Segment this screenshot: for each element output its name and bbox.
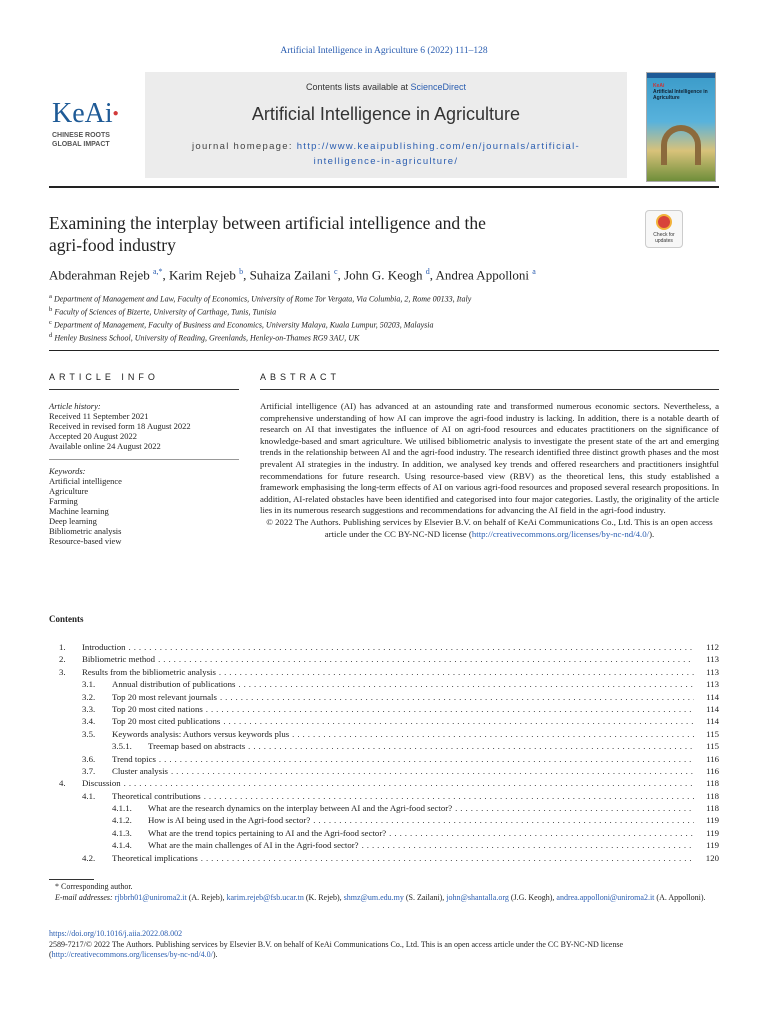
- toc-label[interactable]: What are the research dynamics on the interplay between AI and the Agri-food sector?: [148, 803, 453, 814]
- author-name[interactable]: Abderahman Rejeb: [49, 267, 150, 283]
- toc-number: 3.5.1.: [112, 741, 132, 752]
- toc-label[interactable]: Results from the bibliometric analysis: [82, 666, 216, 677]
- toc-leader: [158, 653, 694, 665]
- toc-leader: [219, 666, 694, 678]
- issn-copyright: 2589-7217/© 2022 The Authors. Publishing services by Elsevier B.V. on behalf of KeAi Communications Co., Ltd. This is an open access article under the CC BY-NC-ND license (http://creativecommons.org/licenses/by-nc-nd/4.0/).: [49, 939, 623, 959]
- toc-leader: [238, 678, 694, 690]
- toc-label[interactable]: Keywords analysis: Authors versus keywords plus: [112, 728, 290, 739]
- toc-leader: [129, 641, 695, 653]
- toc-label[interactable]: Bibliometric method: [82, 654, 156, 665]
- toc-entry[interactable]: [49, 765, 719, 777]
- toc-number: 3.5.: [82, 728, 96, 739]
- doi-block: [49, 929, 719, 961]
- email-link[interactable]: andrea.appolloni@uniroma2.it: [556, 892, 655, 902]
- toc-entry[interactable]: [49, 753, 719, 765]
- toc-label[interactable]: Theoretical implications: [112, 852, 198, 863]
- toc-page[interactable]: 119: [706, 840, 719, 851]
- toc-number: 1.: [59, 642, 66, 652]
- email-addresses: E-mail addresses: rjbbrh01@uniroma2.it (A. Rejeb), karim.rejeb@fsb.ucar.tn (K. Rejeb), shmz@um.edu.my (S. Zailani), john@shantalla.org (J.G. Keogh), andrea.appolloni@uniroma2.it (A. Appolloni).: [55, 892, 706, 902]
- toc-label[interactable]: Top 20 most cited nations: [112, 703, 203, 714]
- author-affiliation-mark[interactable]: a: [532, 267, 536, 276]
- toc-entry[interactable]: [49, 802, 719, 814]
- toc-number: 4.2.: [82, 852, 96, 863]
- toc-number: 3.4.: [82, 716, 96, 727]
- keai-logo: [52, 100, 132, 149]
- keywords-list: [49, 476, 239, 546]
- toc-page[interactable]: 119: [706, 815, 719, 826]
- toc-entry[interactable]: [49, 777, 719, 789]
- toc-label[interactable]: What are the main challenges of AI in the Agri-food sector?: [148, 840, 359, 851]
- author-name[interactable]: Suhaiza Zailani: [249, 267, 331, 283]
- toc-page[interactable]: 119: [706, 827, 719, 838]
- logo-tagline: CHINESE ROOTS GLOBAL IMPACT: [52, 132, 110, 148]
- toc-label[interactable]: Treemap based on abstracts: [148, 741, 246, 752]
- footnotes: [49, 882, 719, 903]
- toc-page[interactable]: 115: [706, 728, 719, 739]
- author-affiliation-mark[interactable]: a,*: [152, 267, 163, 276]
- toc-page[interactable]: 118: [706, 778, 719, 789]
- journal-banner: [145, 72, 627, 178]
- table-of-contents: [49, 641, 719, 864]
- footer-license-link[interactable]: http://creativecommons.org/licenses/by-nc-nd/4.0/: [51, 950, 213, 959]
- toc-leader: [220, 691, 694, 703]
- toc-leader: [201, 852, 694, 864]
- affiliation: $^a$ Department of Management and Law, Faculty of Economics, University of Rome Tor Vergata, Via Columbia, 2, Rome 00133, Italy: [49, 293, 472, 304]
- toc-entry[interactable]: [49, 678, 719, 690]
- keyword-item: Resource-based view: [49, 536, 122, 546]
- journal-cover[interactable]: [646, 72, 716, 182]
- corresponding-author-note: * Corresponding author.: [55, 882, 133, 891]
- history-item: Received 11 September 2021: [49, 411, 149, 421]
- journal-citation[interactable]: [0, 46, 768, 56]
- article-info-heading: ARTICLE INFO: [49, 372, 159, 382]
- license-link[interactable]: http://creativecommons.org/licenses/by-nc-nd/4.0/: [471, 528, 650, 539]
- abstract-copyright: © 2022 The Authors. Publishing services by Elsevier B.V. on behalf of KeAi Communications Co., Ltd. This is an open access article under the CC BY-NC-ND license (http://creativecommons.org/licenses/by-nc-nd/4.0/).: [266, 516, 713, 539]
- toc-label[interactable]: Introduction: [82, 642, 126, 652]
- toc-entry[interactable]: [49, 653, 719, 665]
- homepage-link[interactable]: http://www.keaipublishing.com/en/journals/artificial-intelligence-in-agriculture/: [296, 141, 580, 167]
- bookmark-icon: [656, 214, 672, 230]
- toc-number: 4.1.3.: [112, 827, 132, 838]
- toc-number: 3.2.: [82, 691, 96, 702]
- article-title: Examining the interplay between artificial intelligence and the agri-food industry: [49, 213, 486, 255]
- toc-page[interactable]: 113: [706, 679, 719, 690]
- author-list: Abderahman Rejeb $^{a,*}$, Karim Rejeb $^b$, Suhaiza Zailani $^c$, John G. Keogh $^d$, Andrea Appolloni $^a$: [49, 267, 536, 283]
- toc-leader: [204, 790, 694, 802]
- history-list: [49, 411, 239, 451]
- footnote-rule: [49, 879, 94, 880]
- toc-leader: [206, 703, 694, 715]
- header-rule: [49, 186, 719, 188]
- toc-page[interactable]: 118: [706, 790, 719, 801]
- toc-leader: [159, 753, 694, 765]
- toc-label[interactable]: Discussion: [82, 778, 121, 789]
- abstract-text: Artificial intelligence (AI) has advanced at an astounding rate and transformed numerous economic sectors. Nevertheless, a comprehensive understanding of how AI can improve the agri-food industry is lacking. In addition, there is a notable dearth of research on AI that investigates the influence of AI on agri-food resources and educates practitioners on the significance of knowledge-based and smart agriculture. We utilised bibliometric analysis to investigate the present state of the art and emerging trends in the relationship between AI and the agri-food industry. The research identified three distinct growth phases and the most prevalent AI strategies in the industry. In addition, we analysed key trends and offered researchers and practitioners insightful recommendations for future research. Using resource-based view (RBV) as the theoretical lens, this study established a framework emphasising the long-term effects of AI on various agri-food resources and proposed several research propositions. In addition, AI-related obstacles have been identified and categorised into four major categories. Lastly, the originality of the article lies in its numerous research suggestions and recommendations for advancing the AI field in the agri-food industry.: [260, 401, 719, 516]
- journal-title: Artificial Intelligence in Agriculture: [251, 104, 521, 124]
- affiliation: $^d$ Henley Business School, University of Reading, Greenlands, Henley-on-Thames RG9 3AU, UK: [49, 332, 360, 344]
- affiliations: [49, 292, 729, 345]
- email-link[interactable]: john@shantalla.org: [446, 892, 509, 902]
- cover-illustration: [661, 125, 701, 165]
- author-affiliation-mark[interactable]: c: [334, 267, 338, 276]
- toc-page[interactable]: 116: [706, 753, 719, 764]
- toc-number: 3.6.: [82, 753, 96, 764]
- toc-leader: [171, 765, 694, 777]
- toc-entry[interactable]: [49, 827, 719, 839]
- toc-number: 4.1.4.: [112, 840, 132, 851]
- toc-entry[interactable]: [49, 691, 719, 703]
- toc-label[interactable]: Annual distribution of publications: [112, 679, 236, 690]
- keyword-item: Farming: [49, 496, 78, 506]
- toc-entry[interactable]: [49, 703, 719, 715]
- cover-title: KeAi Artificial Intelligence in Agriculture: [653, 83, 708, 101]
- email-link[interactable]: karim.rejeb@fsb.ucar.tn: [226, 892, 304, 902]
- author-name[interactable]: Andrea Appolloni: [435, 267, 530, 283]
- toc-entry[interactable]: [49, 666, 719, 678]
- contents-lists-line: Contents lists available at ScienceDirect: [305, 82, 467, 92]
- toc-page[interactable]: 113: [706, 666, 719, 677]
- toc-number: 3.: [59, 666, 66, 677]
- toc-page[interactable]: 116: [706, 765, 719, 776]
- toc-page[interactable]: 113: [706, 654, 719, 665]
- toc-page[interactable]: 114: [706, 703, 719, 714]
- history-item: Available online 24 August 2022: [49, 441, 161, 451]
- toc-number: 3.1.: [82, 679, 96, 690]
- toc-label[interactable]: Cluster analysis: [112, 765, 168, 776]
- citation-link[interactable]: Artificial Intelligence in Agriculture 6 (2022) 111–128: [280, 46, 488, 56]
- toc-leader: [292, 728, 694, 740]
- toc-number: 4.1.2.: [112, 815, 132, 826]
- toc-page[interactable]: 114: [706, 716, 719, 727]
- toc-label[interactable]: Top 20 most cited publications: [112, 716, 221, 727]
- toc-entry[interactable]: [49, 728, 719, 740]
- contents-heading: Contents: [49, 614, 84, 624]
- toc-leader: [313, 814, 694, 826]
- email-link[interactable]: rjbbrh01@uniroma2.it: [114, 892, 187, 902]
- toc-number: 4.: [59, 778, 66, 789]
- author-affiliation-mark[interactable]: b: [239, 267, 244, 276]
- toc-leader: [223, 715, 694, 727]
- abstract-heading: ABSTRACT: [260, 372, 341, 382]
- toc-number: 3.3.: [82, 703, 96, 714]
- toc-entry[interactable]: [49, 715, 719, 727]
- keyword-item: Machine learning: [49, 506, 109, 516]
- toc-entry[interactable]: [49, 839, 719, 851]
- toc-leader: [248, 740, 694, 752]
- toc-label[interactable]: What are the trend topics pertaining to AI and the Agri-food sector?: [148, 827, 387, 838]
- toc-number: 3.7.: [82, 765, 96, 776]
- sciencedirect-link[interactable]: ScienceDirect: [410, 82, 467, 92]
- toc-leader: [455, 802, 694, 814]
- toc-page[interactable]: 120: [705, 852, 719, 863]
- keyword-item: Deep learning: [49, 516, 97, 526]
- keywords-label: Keywords:: [49, 466, 86, 476]
- keyword-item: Artificial intelligence: [49, 476, 122, 486]
- toc-entry[interactable]: [49, 814, 719, 826]
- article-info: [49, 372, 239, 546]
- toc-entry[interactable]: [49, 740, 719, 752]
- toc-label[interactable]: How is AI being used in the Agri-food sector?: [148, 815, 311, 826]
- toc-leader: [124, 777, 694, 789]
- toc-entry[interactable]: [49, 641, 719, 653]
- journal-homepage: journal homepage: http://www.keaipublishing.com/en/journals/artificial-intelligence-in-agriculture/: [191, 141, 580, 167]
- author-name[interactable]: John G. Keogh: [344, 267, 423, 283]
- toc-number: 4.1.: [82, 790, 96, 801]
- email-link[interactable]: shmz@um.edu.my: [343, 892, 404, 902]
- check-for-updates-button[interactable]: Check for updates: [645, 210, 683, 248]
- toc-leader: [389, 827, 694, 839]
- toc-page[interactable]: 118: [706, 803, 719, 814]
- history-item: Received in revised form 18 August 2022: [49, 421, 191, 431]
- author-name[interactable]: Karim Rejeb: [169, 267, 236, 283]
- toc-page[interactable]: 115: [706, 741, 719, 752]
- toc-number: 4.1.1.: [112, 803, 132, 814]
- history-item: Accepted 20 August 2022: [49, 431, 138, 441]
- doi-link[interactable]: https://doi.org/10.1016/j.aiia.2022.08.002: [49, 929, 183, 938]
- history-label: Article history:: [49, 401, 101, 411]
- toc-page[interactable]: 114: [706, 691, 719, 702]
- toc-page[interactable]: 112: [706, 642, 719, 652]
- author-affiliation-mark[interactable]: d: [425, 267, 430, 276]
- toc-number: 2.: [59, 654, 66, 665]
- toc-label[interactable]: Top 20 most relevant journals: [112, 691, 217, 702]
- affiliation: $^c$ Department of Management, Faculty of Business and Economics, University Malaya, Kuala Lumpur, 50203, Malaysia: [49, 319, 434, 330]
- logo-text: KeAi●: [52, 98, 119, 129]
- keyword-item: Agriculture: [49, 486, 89, 496]
- toc-entry[interactable]: [49, 790, 719, 802]
- keyword-item: Bibliometric analysis: [49, 526, 122, 536]
- affiliation: $^b$ Faculty of Sciences of Bizerte, University of Carthage, Tunis, Tunisia: [49, 306, 277, 317]
- toc-entry[interactable]: [49, 852, 719, 864]
- toc-label[interactable]: Theoretical contributions: [112, 790, 201, 801]
- toc-label[interactable]: Trend topics: [112, 753, 156, 764]
- abstract: [260, 372, 719, 540]
- affiliation-rule: [49, 350, 719, 351]
- toc-leader: [362, 839, 694, 851]
